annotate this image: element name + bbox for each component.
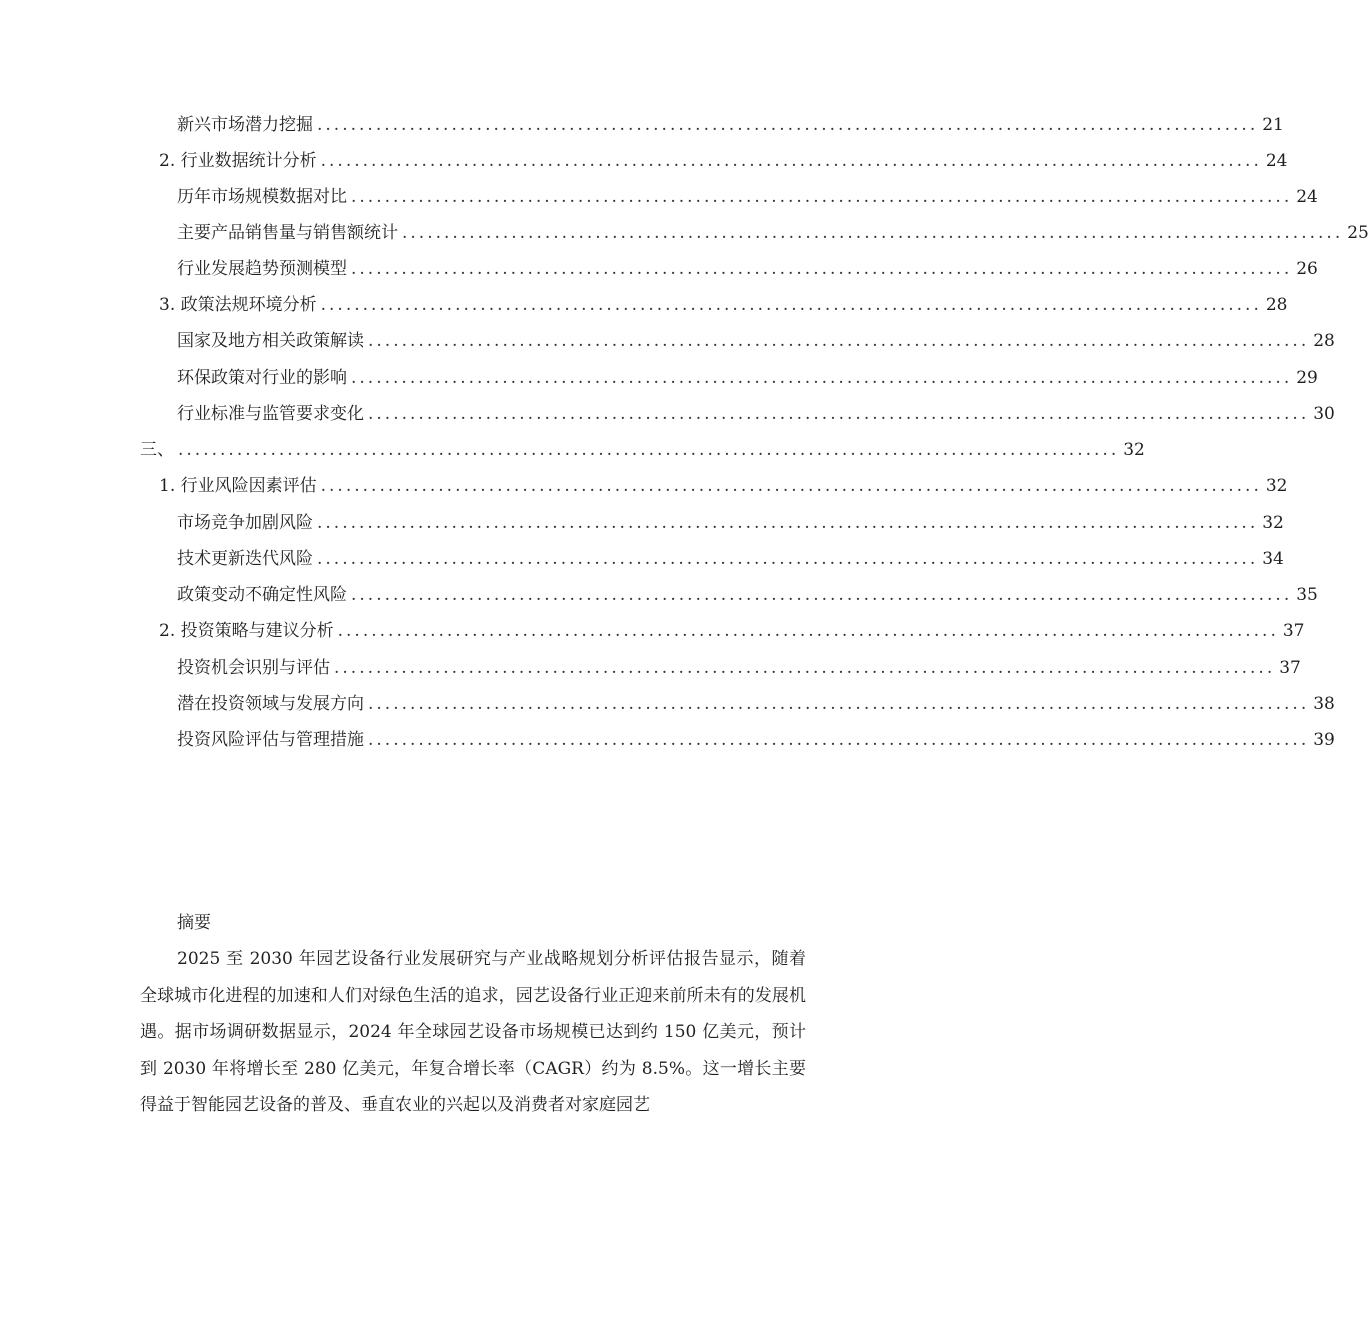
- toc-entry-number: 1.: [159, 476, 181, 496]
- toc-entry[interactable]: [177, 110, 1284, 140]
- toc-entry-title: 投资策略与建议分析: [180, 621, 334, 641]
- toc-leader-dots: ................................................................................................................: [317, 513, 1259, 533]
- toc-entry-number: 2.: [159, 621, 181, 641]
- toc-entry-page: 26: [1296, 259, 1318, 279]
- toc-entry-title: 政策法规环境分析: [180, 295, 317, 315]
- toc-entry-page: 24: [1296, 187, 1318, 207]
- toc-leader-dots: ................................................................................................................: [178, 440, 1120, 460]
- toc-entry-title: 行业标准与监管要求变化: [177, 404, 364, 424]
- toc-entry-title: 行业风险因素评估: [180, 476, 317, 496]
- toc-leader-dots: ................................................................................................................: [368, 694, 1310, 714]
- toc-leader-dots: ................................................................................................................: [402, 223, 1344, 243]
- toc-entry[interactable]: [177, 508, 1284, 538]
- toc-entry-title: 主要产品销售量与销售额统计: [177, 223, 398, 243]
- toc-leader-dots: ................................................................................................................: [320, 295, 1262, 315]
- toc-entry[interactable]: [177, 254, 1318, 284]
- toc-entry[interactable]: [177, 326, 1335, 356]
- toc-entry-title: 新兴市场潜力挖掘: [177, 115, 313, 135]
- toc-entry-page: 28: [1265, 295, 1288, 315]
- toc-entry[interactable]: [177, 363, 1318, 393]
- toc-entry[interactable]: [159, 471, 1288, 501]
- toc-entry-number: 2.: [159, 151, 181, 171]
- toc-leader-dots: ................................................................................................................: [368, 730, 1310, 750]
- toc-entry-title: 潜在投资领域与发展方向: [177, 694, 364, 714]
- toc-leader-dots: ................................................................................................................: [337, 621, 1279, 641]
- toc-entry[interactable]: [177, 653, 1301, 683]
- toc-entry-page: 37: [1282, 621, 1305, 641]
- toc-entry-title: 国家及地方相关政策解读: [177, 331, 364, 351]
- toc-entry[interactable]: [159, 290, 1288, 320]
- summary-heading: 摘要: [177, 913, 211, 933]
- toc-entry[interactable]: [177, 580, 1318, 610]
- toc-entry[interactable]: [159, 616, 1305, 646]
- toc-entry[interactable]: [177, 218, 1369, 248]
- toc-entry[interactable]: [177, 725, 1335, 755]
- summary-paragraph: 2025 至 2030 年园艺设备行业发展研究与产业战略规划分析评估报告显示，随着全球城市化进程的加速和人们对绿色生活的追求，园艺设备行业正迎来前所未有的发展机遇。据市场调研数据显示，2024 年全球园艺设备市场规模已达到约 150 亿美元，预计到 2030 年将增长至 280 亿美元，年复合增长率（CAGR）约为 8.5%。这一增长主要得益于智能园艺设备的普及、垂直农业的兴起以及消费者对家庭园艺: [140, 949, 806, 1115]
- toc-entry-title: 行业发展趋势预测模型: [177, 259, 347, 279]
- toc-entry-title: 三、: [140, 440, 174, 460]
- toc-entry-page: 37: [1279, 658, 1301, 678]
- toc-leader-dots: ................................................................................................................: [334, 658, 1276, 678]
- toc-entry-title: 历年市场规模数据对比: [177, 187, 347, 207]
- toc-leader-dots: ................................................................................................................: [351, 259, 1293, 279]
- toc-entry-title: 行业数据统计分析: [180, 151, 317, 171]
- toc-entry-page: 32: [1123, 440, 1145, 460]
- toc-entry-page: 25: [1347, 223, 1369, 243]
- toc-entry[interactable]: [177, 544, 1284, 574]
- toc-leader-dots: ................................................................................................................: [368, 331, 1310, 351]
- toc-entry-title: 技术更新迭代风险: [177, 549, 313, 569]
- toc-leader-dots: ................................................................................................................: [317, 549, 1259, 569]
- toc-entry-page: 38: [1313, 694, 1335, 714]
- toc-leader-dots: ................................................................................................................: [320, 476, 1262, 496]
- toc-entry[interactable]: [177, 689, 1335, 719]
- toc-entry-title: 投资机会识别与评估: [177, 658, 330, 678]
- toc-entry-page: 32: [1262, 513, 1284, 533]
- toc-leader-dots: ................................................................................................................: [351, 368, 1293, 388]
- toc-entry[interactable]: [177, 182, 1318, 212]
- toc-entry[interactable]: [177, 399, 1335, 429]
- toc-entry-page: 35: [1296, 585, 1318, 605]
- toc-entry-title: 市场竞争加剧风险: [177, 513, 313, 533]
- toc-entry-page: 29: [1296, 368, 1318, 388]
- toc-leader-dots: ................................................................................................................: [351, 585, 1293, 605]
- toc-entry-number: 3.: [159, 295, 181, 315]
- toc-entry-chapter[interactable]: [140, 435, 1145, 465]
- toc-entry-page: 39: [1313, 730, 1335, 750]
- toc-leader-dots: ................................................................................................................: [368, 404, 1310, 424]
- toc-entry[interactable]: [159, 146, 1288, 176]
- toc-leader-dots: ................................................................................................................: [320, 151, 1262, 171]
- toc-leader-dots: ................................................................................................................: [351, 187, 1293, 207]
- toc-entry-page: 24: [1265, 151, 1288, 171]
- toc-entry-page: 30: [1313, 404, 1335, 424]
- toc-entry-title: 环保政策对行业的影响: [177, 368, 347, 388]
- toc-entry-page: 28: [1313, 331, 1335, 351]
- toc-entry-page: 34: [1262, 549, 1284, 569]
- toc-leader-dots: ................................................................................................................: [317, 115, 1259, 135]
- toc-entry-title: 政策变动不确定性风险: [177, 585, 347, 605]
- toc-entry-page: 21: [1262, 115, 1284, 135]
- toc-entry-page: 32: [1265, 476, 1288, 496]
- toc-entry-title: 投资风险评估与管理措施: [177, 730, 364, 750]
